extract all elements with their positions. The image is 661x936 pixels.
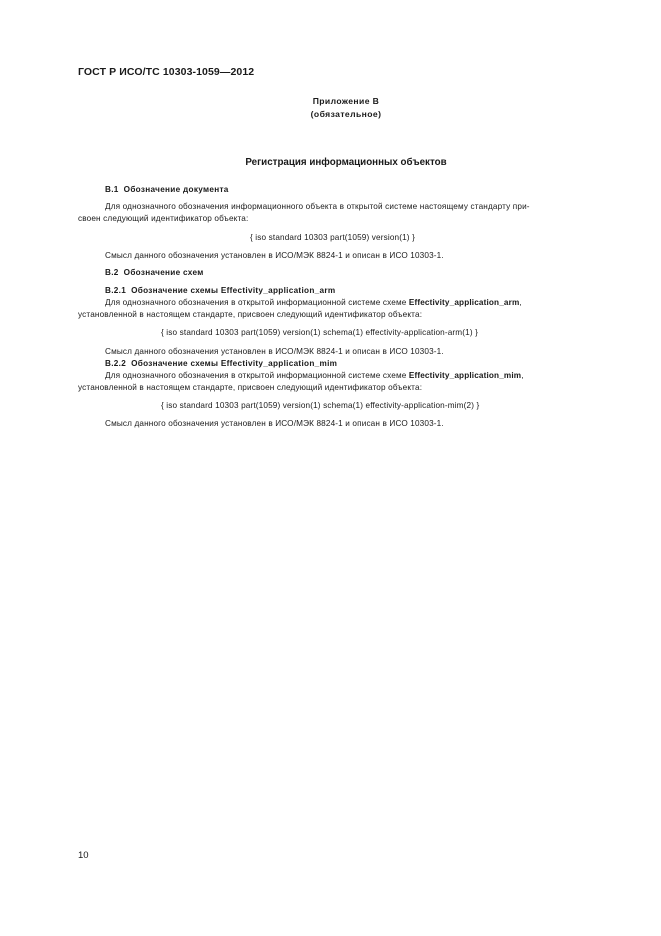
heading-b2-number: В.2 xyxy=(105,268,119,277)
identifier-b22: { iso standard 10303 part(1059) version(1) schema(1) effectivity-application-mim(2) } xyxy=(161,401,480,410)
paragraph-b21-text: Для однозначного обозначения в открытой информационной системе схеме xyxy=(105,298,409,307)
paragraph-b22-line2: установленной в настоящем стандарте, присвоен следующий идентификатор объекта: xyxy=(78,382,423,392)
paragraph-b22-text: Для однозначного обозначения в открытой информационной системе схеме xyxy=(105,371,409,380)
paragraph-b1 xyxy=(78,201,615,224)
heading-b22 xyxy=(105,359,337,368)
heading-b21-number: В.2.1 xyxy=(105,286,127,295)
meaning-b1: Смысл данного обозначения установлен в ИСО/МЭК 8824-1 и описан в ИСО 10303-1. xyxy=(105,251,444,260)
identifier-b1: { iso standard 10303 part(1059) version(1) } xyxy=(250,233,415,242)
paragraph-b22-line1 xyxy=(78,370,615,382)
annex-status: (обязательное) xyxy=(310,109,382,119)
heading-b21 xyxy=(105,286,335,295)
heading-b22-title: Обозначение схемы Effectivity_application_mim xyxy=(131,359,338,368)
paragraph-b21-line2: установленной в настоящем стандарте, присвоен следующий идентификатор объекта: xyxy=(78,309,423,319)
section-title: Регистрация информационных объектов xyxy=(245,157,447,168)
schema-name-mim: Effectivity_application_mim xyxy=(408,371,522,380)
paragraph-b21-line1 xyxy=(78,297,615,309)
paragraph-b1-line2: своен следующий идентификатор объекта: xyxy=(78,213,249,223)
heading-b1 xyxy=(105,185,229,194)
paragraph-b22 xyxy=(78,370,615,393)
paragraph-b1-line1: Для однозначного обозначения информационного объекта в открытой системе настоящему стандарту при- xyxy=(105,202,530,211)
paragraph-b21-comma: , xyxy=(519,298,522,307)
heading-b2 xyxy=(105,268,204,277)
meaning-b21: Смысл данного обозначения установлен в ИСО/МЭК 8824-1 и описан в ИСО 10303-1. xyxy=(105,347,444,356)
annex-title: Приложение В xyxy=(312,96,380,106)
heading-b1-number: В.1 xyxy=(105,185,119,194)
page-number: 10 xyxy=(78,850,89,861)
heading-b21-title: Обозначение схемы Effectivity_application_arm xyxy=(131,286,336,295)
paragraph-b21 xyxy=(78,297,615,320)
meaning-b22: Смысл данного обозначения установлен в ИСО/МЭК 8824-1 и описан в ИСО 10303-1. xyxy=(105,419,444,428)
schema-name-arm: Effectivity_application_arm xyxy=(408,298,520,307)
heading-b22-number: В.2.2 xyxy=(105,359,127,368)
standard-header: ГОСТ Р ИСО/ТС 10303-1059—2012 xyxy=(78,66,255,78)
heading-b1-title: Обозначение документа xyxy=(123,185,229,194)
identifier-b21: { iso standard 10303 part(1059) version(1) schema(1) effectivity-application-arm(1) } xyxy=(161,328,479,337)
paragraph-b22-comma: , xyxy=(521,371,524,380)
heading-b2-title: Обозначение схем xyxy=(123,268,204,277)
